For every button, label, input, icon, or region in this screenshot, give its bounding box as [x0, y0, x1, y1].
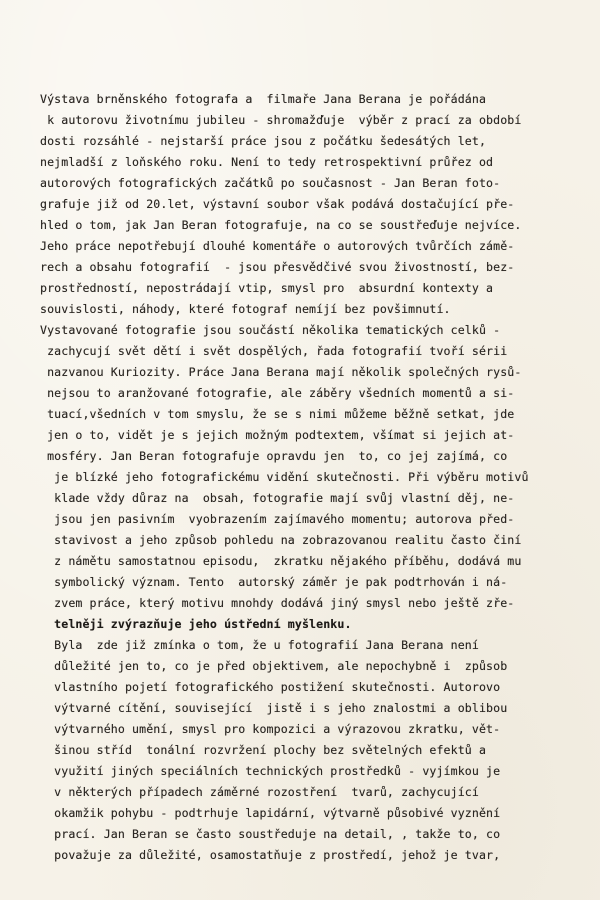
text-line: dosti rozsáhlé - nejstarší práce jsou z počátku šedesátých let,	[40, 134, 487, 148]
text-line: výtvarného umění, smysl pro kompozici a výrazovou zkratku, vět-	[40, 722, 501, 736]
text-line: stavivost a jeho způsob pohledu na zobrazovanou realitu často činí	[40, 533, 522, 547]
text-line: jen o to, vidět je s jejich možným podtextem, všímat si jejich at-	[40, 428, 515, 442]
text-line: klade vždy důraz na obsah, fotografie mají svůj vlastní děj, ne-	[40, 491, 515, 505]
text-line: výtvarné cítění, související jistě i s jeho znalostmi a oblibou	[40, 701, 508, 715]
text-line: autorových fotografických začátků po současnost - Jan Beran foto-	[40, 176, 501, 190]
text-line: tuací,všedních v tom smyslu, že se s nimi můžeme běžně setkat, jde	[40, 407, 515, 421]
text-line: považuje za důležité, osamostatňuje z prostředí, jehož je tvar,	[40, 848, 501, 862]
text-line: rech a obsahu fotografií - jsou přesvědčivé svou živostností, bez-	[40, 260, 515, 274]
text-line: Vystavované fotografie jsou součástí několika tematických celků -	[40, 323, 501, 337]
text-line: k autorovu životnímu jubileu - shromažďuje výběr z prací za období	[40, 113, 522, 127]
text-line: vlastního pojetí fotografického postižení skutečnosti. Autorovo	[40, 680, 501, 694]
text-line: Výstava brněnského fotografa a filmaře Jana Berana je pořádána	[40, 92, 487, 106]
text-line: jsou jen pasivním vyobrazením zajímavého momentu; autorova před-	[40, 512, 515, 526]
text-line: šinou stříd tonální rozvržení plochy bez světelných efektů a	[40, 743, 487, 757]
text-line: je blízké jeho fotografickému vidění skutečnosti. Při výběru motivů	[40, 470, 529, 484]
text-line: souvislosti, náhody, které fotograf nemíjí bez povšimnutí.	[40, 302, 451, 316]
text-line: symbolický význam. Tento autorský záměr je pak podtrhován i ná-	[40, 575, 508, 589]
text-line: nejsou to aranžované fotografie, ale záběry všedních momentů a si-	[40, 386, 515, 400]
text-line: grafuje již od 20.let, výstavní soubor však podává dostačující pře-	[40, 197, 515, 211]
text-line: nazvanou Kuriozity. Práce Jana Berana mají několik společných rysů-	[40, 365, 522, 379]
text-line: prací. Jan Beran se často soustředuje na detail, , takže to, co	[40, 827, 501, 841]
text-line: nejmladší z loňského roku. Není to tedy retrospektivní průřez od	[40, 155, 494, 169]
text-line: telněji zvýrazňuje jeho ústřední myšlenku.	[40, 617, 352, 631]
text-line: mosféry. Jan Beran fotografuje opravdu jen to, co jej zajímá, co	[40, 449, 508, 463]
text-line: hled o tom, jak Jan Beran fotografuje, na co se soustřeďuje nejvíce.	[40, 218, 522, 232]
text-line: zachycují svět dětí i svět dospělých, řada fotografií tvoří sérii	[40, 344, 508, 358]
text-line: v některých případech záměrné rozostření tvarů, zachycující	[40, 785, 479, 799]
text-line: okamžik pohybu - podtrhuje lapidární, výtvarně působivé vyznění	[40, 806, 501, 820]
text-line: důležité jen to, co je před objektivem, ale nepochybně i způsob	[40, 659, 508, 673]
text-line: zvem práce, který motivu mnohdy dodává jiný smysl nebo ještě zře-	[40, 596, 515, 610]
text-line: z námětu samostatnou episodu, zkratku nějakého příběhu, dodává mu	[40, 554, 522, 568]
text-line: Jeho práce nepotřebují dlouhé komentáře o autorových tvůrčích zámě-	[40, 239, 515, 253]
text-line: Byla zde již zmínka o tom, že u fotografií Jana Berana není	[40, 638, 479, 652]
text-line: prostředností, nepostrádají vtip, smysl pro absurdní kontexty a	[40, 281, 494, 295]
text-line: využití jiných speciálních technických prostředků - vyjímkou je	[40, 764, 501, 778]
